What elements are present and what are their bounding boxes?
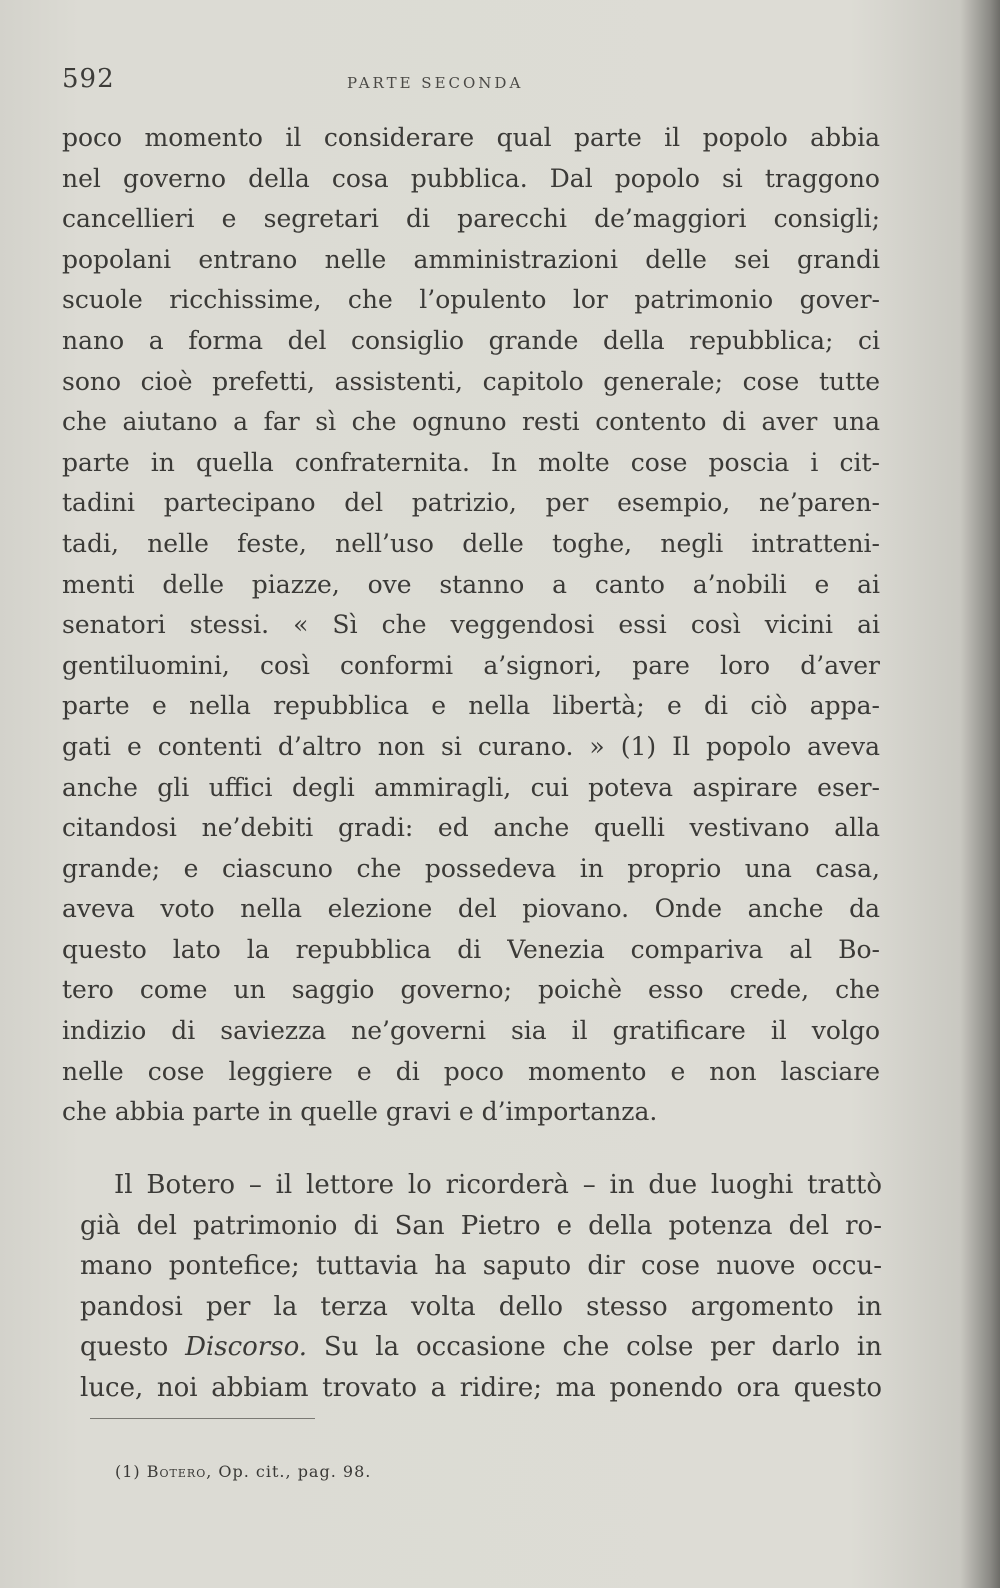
text-line: parte in quella confraternita. In molte cose poscia i cit- xyxy=(62,447,880,477)
text-line: che abbia parte in quelle gravi e d’importanza. xyxy=(62,1097,658,1127)
text-line: questo lato la repubblica di Venezia compariva al Bo- xyxy=(62,934,880,964)
italic-title: Discorso. xyxy=(185,1332,308,1362)
text-line: poco momento il considerare qual parte il popolo abbia xyxy=(62,123,880,152)
text-line: nel governo della cosa pubblica. Dal popolo si traggono xyxy=(62,163,880,193)
text-line: luce, noi abbiam trovato a ridire; ma ponendo ora questo xyxy=(80,1372,882,1403)
text-line: sono cioè prefetti, assistenti, capitolo generale; cose tutte xyxy=(62,366,880,396)
text-line: grande; e ciascuno che possedeva in proprio una casa, xyxy=(62,853,880,883)
text-line: gentiluomini, così conformi a’signori, pare loro d’aver xyxy=(62,650,880,680)
text-line: pandosi per la terza volta dello stesso argomento in xyxy=(80,1291,882,1322)
body-paragraph-1 xyxy=(62,118,880,1133)
text-line: gati e contenti d’altro non si curano. » (1) Il popolo aveva xyxy=(62,731,880,761)
text-line: che aiutano a far sì che ognuno resti contento di aver una xyxy=(62,407,880,437)
text-line: aveva voto nella elezione del piovano. Onde anche da xyxy=(62,894,880,924)
footnote-marker: (1) xyxy=(115,1462,141,1481)
text-line: tero come un saggio governo; poichè esso crede, che xyxy=(62,975,880,1005)
running-head: PARTE SECONDA xyxy=(347,74,524,92)
text-line: scuole ricchissime, che l’opulento lor patrimonio gover- xyxy=(62,285,880,315)
text-line: senatori stessi. « Sì che veggendosi essi così vicini ai xyxy=(62,610,880,640)
text-line: Il Botero – il lettore lo ricorderà – in due luoghi trattò xyxy=(114,1170,882,1200)
text-line: nelle cose leggiere e di poco momento e non lasciare xyxy=(62,1056,880,1086)
text-line: citandosi ne’debiti gradi: ed anche quelli vestivano alla xyxy=(62,813,880,843)
text-fragment: questo xyxy=(80,1332,186,1362)
text-line: popolani entrano nelle amministrazioni delle sei grandi xyxy=(62,244,880,274)
text-line: tadi, nelle feste, nell’uso delle toghe, negli intratteni- xyxy=(62,528,880,558)
text-line: parte e nella repubblica e nella libertà; e di ciò appa- xyxy=(62,691,880,721)
page-number: 592 xyxy=(62,64,115,94)
text-line: già del patrimonio di San Pietro e della potenza del ro- xyxy=(80,1210,882,1241)
footnote-citation: , Op. cit., pag. 98. xyxy=(206,1462,372,1481)
text-line: indizio di saviezza ne’governi sia il gratificare il volgo xyxy=(62,1016,880,1046)
text-line: anche gli uffici degli ammiragli, cui poteva aspirare eser- xyxy=(62,772,880,802)
page-header xyxy=(62,64,882,104)
text-line: nano a forma del consiglio grande della repubblica; ci xyxy=(62,325,880,355)
footnote-divider xyxy=(90,1418,315,1420)
footnote xyxy=(115,1462,371,1481)
body-paragraph-2 xyxy=(80,1165,882,1408)
text-line xyxy=(80,1327,882,1368)
footnote-author: Botero xyxy=(146,1462,207,1481)
text-line: menti delle piazze, ove stanno a canto a’nobili e ai xyxy=(62,569,880,599)
text-line: cancellieri e segretari di parecchi de’maggiori consigli; xyxy=(62,204,880,234)
text-fragment: Su la occasione che colse per darlo in xyxy=(307,1332,882,1362)
text-line: tadini partecipano del patrizio, per esempio, ne’paren- xyxy=(62,488,880,518)
text-line: mano pontefice; tuttavia ha saputo dir cose nuove occu- xyxy=(80,1251,882,1281)
